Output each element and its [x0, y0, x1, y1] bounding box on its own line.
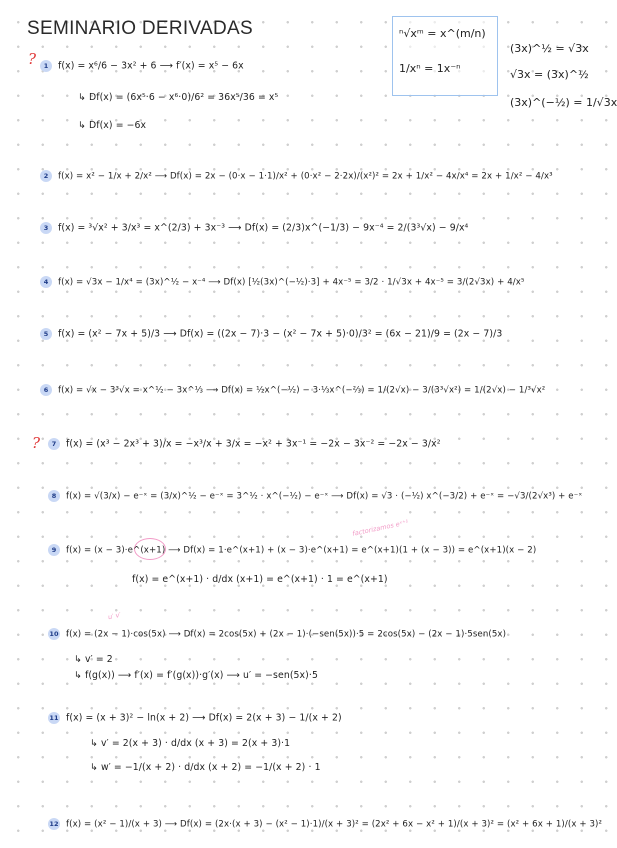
exercise-number: 11: [49, 714, 59, 722]
formula-box: [392, 16, 498, 96]
exercise-number: 3: [40, 222, 52, 234]
exercise-2-line-1: 2 f(x) = x² − 1/x + 2/x² ⟶ Df(x) = 2x − (0·x − 1·1)/x² + (0·x² − 2·2x)/(x²)² = 2x + 1/x² − 4x/x⁴ = 2x + 1/x² − 4/x³: [40, 170, 553, 182]
exercise-7-line-1: 7 f(x) = (x³ − 2x³ + 3)/x = −x³/x + 3/x = −x² + 3x⁻¹ = −2x − 3x⁻² = −2x − 3/x²: [48, 438, 441, 450]
exercise-11-line-1: 11 f(x) = (x + 3)² − ln(x + 2) ⟶ Df(x) = 2(x + 3) − 1/(x + 2): [49, 712, 342, 724]
exercise-number: 12: [49, 820, 59, 828]
pink-annotation: factorizamos eˣ⁺¹: [351, 518, 410, 538]
page-title: SEMINARIO DERIVADAS: [27, 18, 253, 39]
exercise-8-line-1: 8 f(x) = √(3/x) − e⁻ˣ = (3/x)^½ − e⁻ˣ = 3^½ · x^(−½) − e⁻ˣ ⟶ Df(x) = √3 · (−½) x^(−3/2) + e⁻ˣ = −√3/(2√x³) + e⁻ˣ: [48, 490, 582, 502]
formula-negative-exponent: 1/xⁿ = 1x⁻ⁿ: [399, 62, 461, 75]
exercise-10-line-3: ↳ f(g(x)) ⟶ f′(x) = f′(g(x))·g′(x) ⟶ u′ = −sen(5x)·5: [74, 670, 318, 681]
exercise-5-line-1: 5 f(x) = (x² − 7x + 5)/3 ⟶ Df(x) = ((2x − 7)·3 − (x² − 7x + 5)·0)/3² = (6x − 21)/9 = (2x − 7)/3: [40, 328, 502, 340]
side-note-3: (3x)^(−½) = 1/√3x: [510, 96, 617, 109]
exercise-1-line-2: ↳ Df(x) = (6x⁵·6 − x⁶·0)/6² = 36x⁵/36 = x⁵: [78, 92, 279, 103]
exercise-12-line-1: 12 f(x) = (x² − 1)/(x + 3) ⟶ Df(x) = (2x·(x + 3) − (x² − 1)·1)/(x + 3)² = (2x² + 6x − x² + 1)/(x + 3)² = (x² + 6x + 1)/(x + 3)²: [49, 819, 603, 830]
exercise-number: 8: [48, 490, 60, 502]
exercise-10-line-1: 10 f(x) = (2x − 1)·cos(5x) ⟶ Df(x) = 2cos(5x) + (2x − 1)·(−sen(5x))·5 = 2cos(5x) − (2x − 1)·5sen(5x): [49, 629, 507, 640]
exercise-4-line-1: 4 f(x) = √3x − 1/x⁴ = (3x)^½ − x⁻⁴ ⟶ Df(x) [½(3x)^(−½)·3] + 4x⁻⁵ = 3/2 · 1/√3x + 4x⁻⁵ = 3/(2√3x) + 4/x⁵: [40, 276, 525, 288]
exercise-number: 7: [48, 438, 60, 450]
question-mark: ?: [32, 434, 41, 452]
exercise-1-line-1: 1 f(x) = x⁶/6 − 3x² + 6 ⟶ f′(x) = x⁵ − 6x: [40, 60, 244, 72]
exercise-11-line-3: ↳ w′ = −1/(x + 2) · d/dx (x + 2) = −1/(x + 2) · 1: [90, 762, 321, 773]
side-note-2: √3x = (3x)^½: [510, 68, 589, 81]
exercise-number: 9: [48, 544, 60, 556]
pink-annotation: u′ v′: [107, 610, 122, 622]
exercise-number: 5: [40, 328, 52, 340]
exercise-11-line-2: ↳ v′ = 2(x + 3) · d/dx (x + 3) = 2(x + 3)·1: [90, 738, 291, 749]
exercise-number: 6: [40, 384, 52, 396]
exercise-9-line-2: f(x) = e^(x+1) · d/dx (x+1) = e^(x+1) · 1 = e^(x+1): [132, 574, 388, 585]
exercise-3-line-1: 3 f(x) = ³√x² + 3/x³ = x^(2/3) + 3x⁻³ ⟶ Df(x) = (2/3)x^(−1/3) − 9x⁻⁴ = 2/(3³√x) − 9/x⁴: [40, 222, 468, 234]
side-note-1: (3x)^½ = √3x: [510, 42, 589, 55]
exercise-number: 10: [49, 630, 59, 638]
question-mark: ?: [28, 50, 37, 68]
formula-root-power: ⁿ√xᵐ = x^(m/n): [399, 27, 486, 40]
exercise-number: 1: [40, 60, 52, 72]
exercise-9-line-1: 9 f(x) = (x − 3)·e^(x+1) ⟶ Df(x) = 1·e^(x+1) + (x − 3)·e^(x+1) = e^(x+1)(1 + (x − 3)) = e^(x+1)(x − 2): [48, 544, 536, 556]
exercise-6-line-1: 6 f(x) = √x − 3³√x = x^½ − 3x^⅓ ⟶ Df(x) = ½x^(−½) − 3·⅓x^(−⅔) = 1/(2√x) − 3/(3³√x²) = 1/(2√x) − 1/³√x²: [40, 384, 545, 396]
exercise-number: 2: [40, 170, 52, 182]
exercise-10-line-2: ↳ v′ = 2: [74, 654, 113, 665]
exercise-number: 4: [40, 276, 52, 288]
exercise-1-line-3: ↳ Df(x) = −6x: [78, 120, 147, 131]
